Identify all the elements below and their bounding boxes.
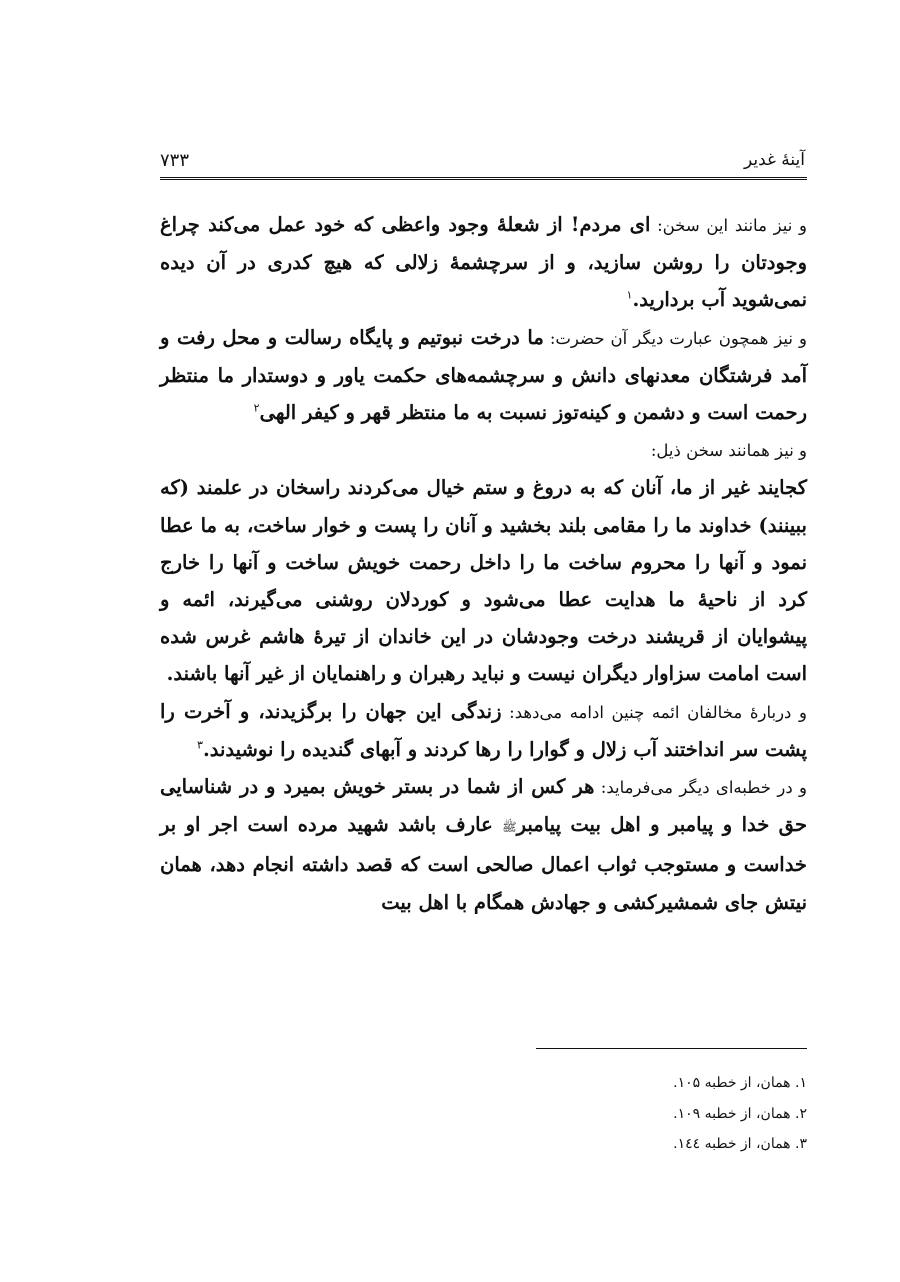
quote-text: ما درخت نبوتیم و پایگاه رسالت و محل رفت و آمد فرشتگان معدنهای دانش و سرچشمه‌های حکمت یاور و دوستدار ما منتظر رحمت است و دشمن و کینه‌توز نسبت به ما منتظر قهر و کیفر الهی [160, 325, 807, 425]
paragraph-2 [160, 319, 807, 432]
quote-text: هر کس از شما در بستر خویش بمیرد و در شناسایی حق خدا و پیامبر و اهل بیت پیامبر [160, 775, 808, 837]
footnote-ref: ۲ [253, 401, 260, 415]
book-page [160, 0, 807, 1282]
body-text [160, 206, 807, 921]
quote-text: ای مردم! از شعلهٔ وجود واعظی که خود عمل می‌کند چراغ وجودتان را روشن سازید، و از سرچشمهٔ زلالی که هیچ کدری در آن دیده نمی‌شوید آب بردارید. [160, 213, 807, 312]
page-number: ۷۳۳ [160, 150, 190, 171]
paragraph-intro: و نیز مانند این سخن: [650, 216, 807, 235]
header-rule [160, 177, 807, 180]
footnote-ref: ۳ [197, 738, 203, 752]
footnote-2: ۲. همان، از خطبه ۱۰۹. [673, 1105, 807, 1122]
paragraph-5 [160, 693, 807, 768]
paragraph-intro: و دربارهٔ مخالفان ائمه چنین ادامه می‌دهد: [501, 702, 808, 722]
running-title: آینهٔ غدیر [743, 150, 805, 170]
footnote-separator [536, 1048, 807, 1049]
footnote-3: ۳. همان، از خطبه ۱٤٤. [673, 1136, 807, 1152]
paragraph-1 [160, 206, 807, 319]
footnotes [160, 1068, 807, 1160]
paragraph-intro: و نیز همانند سخن ذیل: [650, 441, 807, 461]
paragraph-4 [160, 469, 807, 692]
footnote-ref: ۱ [626, 288, 633, 302]
quote-text: زندگی این جهان را برگزیدند، و آخرت را پشت سر انداختند آب زلال و گوارا را رها کردند و آبهای گندیده را نوشیدند. [160, 699, 807, 761]
paragraph-intro: و در خطبه‌ای دیگر می‌فرماید: [594, 778, 808, 798]
paragraph-6 [160, 768, 807, 921]
quote-text-continued: عارف باشد شهید مرده است اجر او بر خداست و مستوجب ثواب اعمال صالحی است که قصد داشته انجام دهد، همان نیتش جای شمشیرکشی و جهادش همگام با اهل بیت [160, 813, 807, 914]
footnote-1: ۱. همان، از خطبه ۱۰۵. [673, 1075, 807, 1091]
quote-text: کجایند غیر از ما، آنان که به دروغ و ستم خیال می‌کردند راسخان در علمند (که ببینند) خداوند ما را مقامی بلند بخشید و آنان را پست و خوار ساخت، به ما عطا نمود و آنها را محروم ساخت ما را داخل رحمت خویش ساخت و آنها را خارج کرد از ناحیهٔ ما هدایت عطا می‌شود و کوردلان روشنی می‌گیرند، ائمه و پیشوایان از قریشند درخت وجودشان در این خاندان از تیرهٔ هاشم غرس شده است امامت سزاوار دیگران نیست و نباید رهبران و راهنمایان از غیر آنها باشند. [160, 476, 807, 686]
paragraph-3 [160, 431, 807, 469]
running-header [160, 150, 807, 178]
salutation-glyph: ﷺ [502, 820, 517, 835]
paragraph-intro: و نیز همچون عبارت دیگر آن حضرت: [543, 328, 807, 348]
